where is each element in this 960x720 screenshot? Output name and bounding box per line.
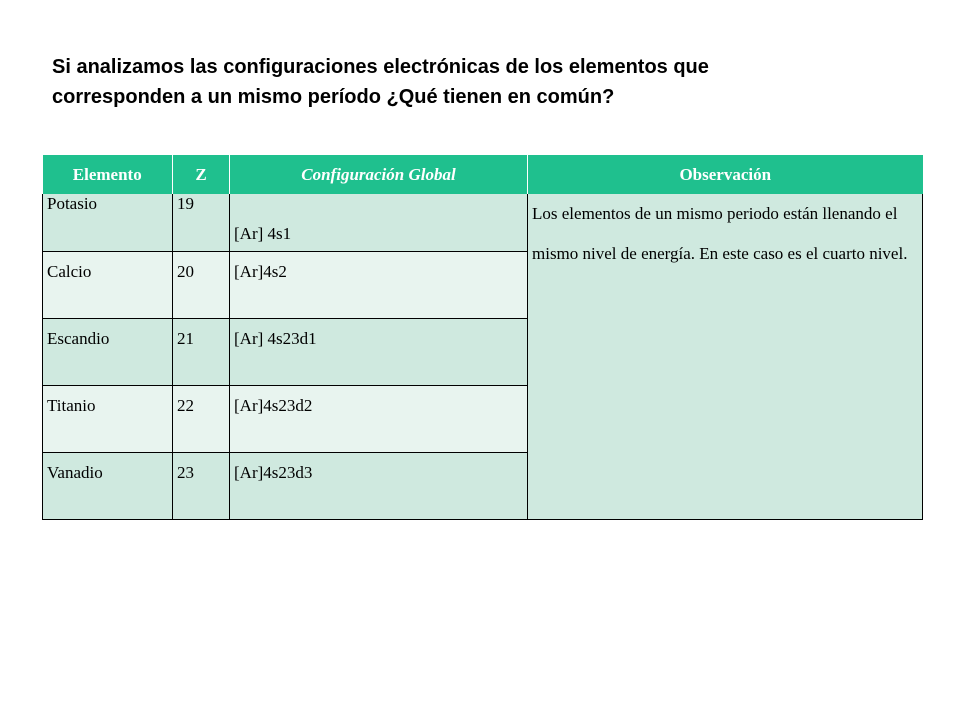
cell-z: 22 bbox=[173, 385, 230, 452]
header-elemento: Elemento bbox=[43, 155, 173, 194]
cell-z: 19 bbox=[173, 194, 230, 251]
electron-configuration-table bbox=[42, 155, 923, 520]
cell-configuracion: [Ar] 4s23d1 bbox=[230, 318, 528, 385]
cell-z: 21 bbox=[173, 318, 230, 385]
table-row bbox=[43, 194, 923, 251]
header-configuracion: Configuración Global bbox=[230, 155, 528, 194]
cell-configuracion: [Ar]4s23d3 bbox=[230, 452, 528, 519]
cell-elemento: Potasio bbox=[43, 194, 173, 251]
question-line-1: Si analizamos las configuraciones electrónicas de los elementos que bbox=[52, 56, 709, 78]
question-line-2: corresponden a un mismo período ¿Qué tienen en común? bbox=[52, 86, 615, 108]
cell-z: 20 bbox=[173, 251, 230, 318]
table-header-row bbox=[43, 155, 923, 194]
header-z: Z bbox=[173, 155, 230, 194]
cell-elemento: Escandio bbox=[43, 318, 173, 385]
cell-configuracion: [Ar] 4s1 bbox=[230, 194, 528, 251]
cell-configuracion: [Ar]4s2 bbox=[230, 251, 528, 318]
cell-elemento: Titanio bbox=[43, 385, 173, 452]
cell-elemento: Calcio bbox=[43, 251, 173, 318]
observation-cell: Los elementos de un mismo periodo están llenando el mismo nivel de energía. En este caso es el cuarto nivel. bbox=[528, 194, 923, 519]
cell-elemento: Vanadio bbox=[43, 452, 173, 519]
cell-configuracion: [Ar]4s23d2 bbox=[230, 385, 528, 452]
header-observacion: Observación bbox=[528, 155, 923, 194]
question-heading bbox=[52, 52, 912, 112]
cell-z: 23 bbox=[173, 452, 230, 519]
